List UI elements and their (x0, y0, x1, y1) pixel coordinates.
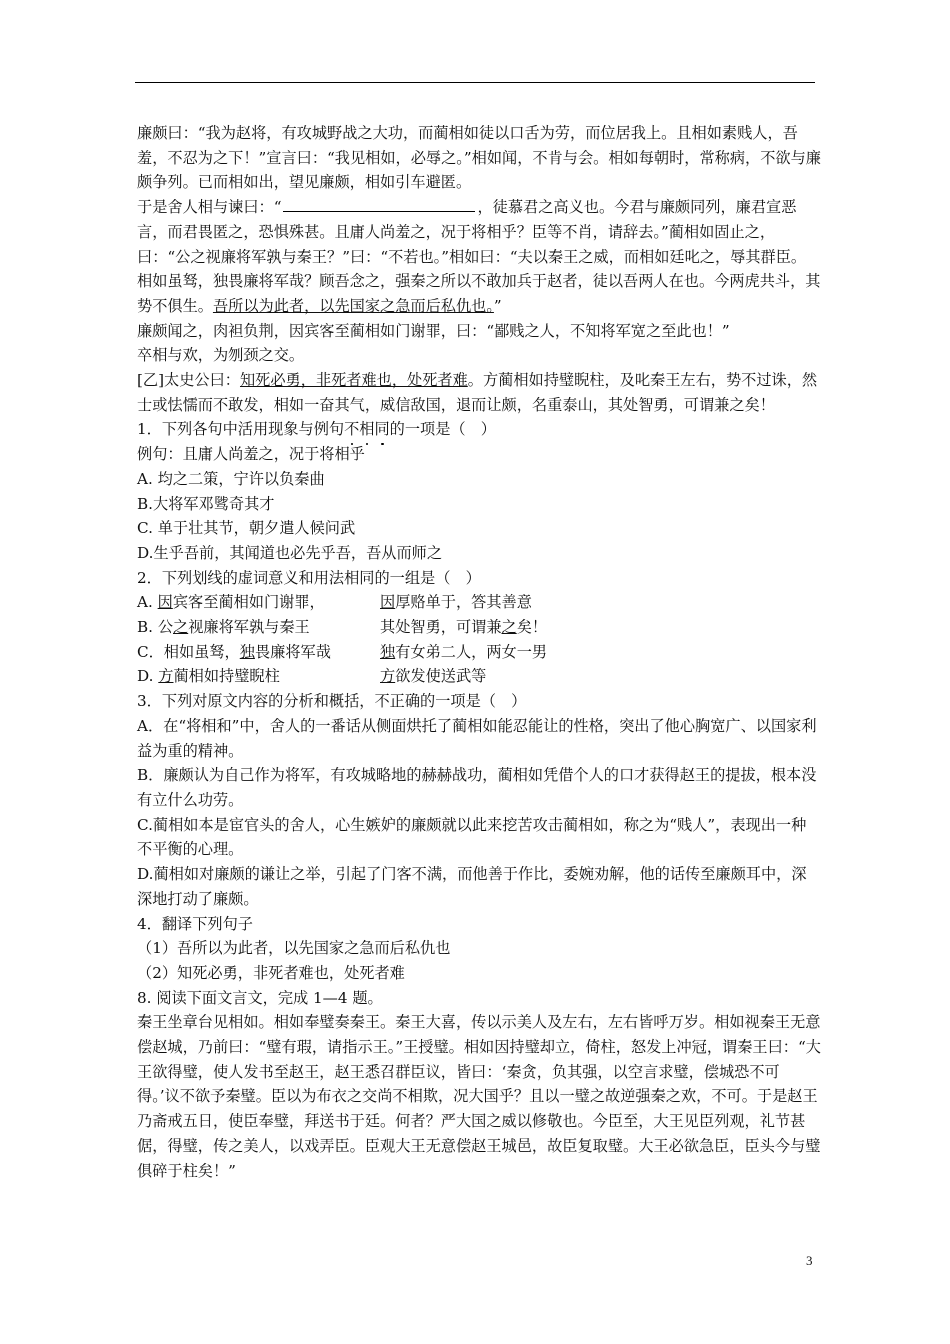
q2-c-word2: 独 (380, 642, 396, 661)
q2-d-right-text: 欲发使送武等 (395, 667, 487, 686)
document-body (137, 121, 821, 1183)
q2-option-c[interactable] (137, 640, 821, 665)
q2-d-left (137, 664, 380, 689)
q1-example: 例句：且庸人尚羞之，况于将相乎 (137, 445, 365, 464)
q2-a-left (137, 590, 380, 615)
q2-d-right (380, 664, 486, 689)
q3-option-b[interactable]: B．廉颇认为自己作为将军，有攻城略地的赫赫战功，蔺相如凭借个人的口才获得赵王的提拔，根本没有立什么功劳。 (137, 766, 817, 809)
passage-paragraph-2 (137, 195, 821, 319)
q2-b-word1: 之 (173, 618, 189, 637)
q4-sentence-1: （1）吾所以为此者，以先国家之急而后私仇也 (137, 939, 451, 958)
q2-a-prefix: A. (137, 593, 158, 612)
q2-c-left (137, 640, 380, 665)
q2-d-word1: 方 (158, 667, 174, 686)
q2-b-right-prefix: 其处智勇，可谓兼 (380, 618, 502, 637)
q2-option-a[interactable] (137, 590, 821, 615)
q4-stem: 4．翻译下列句子 (137, 914, 253, 933)
emphasis-dot-char: 同 (374, 417, 389, 442)
yi-underlined: 知死必勇，非死者难也，处死者难 (239, 371, 468, 390)
q3-option-d[interactable]: D.蔺相如对廉颇的谦让之举，引起了门客不满，而他善于作比，委婉劝解，他的话传至廉颇耳中，深深地打动了廉颇。 (137, 865, 807, 908)
q2-d-left-text: 蔺相如持璧睨柱 (173, 667, 280, 686)
q2-c-word1: 独 (239, 642, 255, 661)
q2-b-prefix: B. 公 (137, 618, 174, 637)
q1-stem-text: 1．下列各句中活用现象与例句 (137, 420, 345, 439)
q8-stem: 8. 阅读下面文言文，完成 1—4 题。 (137, 988, 383, 1007)
q4-sentence-2: （2）知死必勇，非死者难也，处死者难 (137, 963, 405, 982)
q2-a-right (380, 590, 532, 615)
q2-b-word2: 之 (501, 618, 517, 637)
p2-before-blank: 于是舍人相与谏曰：“ (137, 198, 282, 217)
passage-yi (137, 368, 821, 417)
q2-c-prefix: C．相如虽驽， (137, 642, 240, 661)
yi-rest: 。方蔺相如持璧睨柱，及叱秦王左右，势不过诛，然士或怯懦而不敢发，相如一奋其气，威信敌国，退而让颇，名重泰山，其处智勇，可谓兼之矣！ (137, 371, 818, 414)
q3-option-a[interactable]: A．在“将相和”中，舍人的一番话从侧面烘托了蔺相如能忍能让的性格，突出了他心胸宽广、以国家利益为重的精神。 (137, 716, 817, 760)
q1-option-b[interactable]: B.大将军邓骘奇其才 (137, 494, 275, 513)
fill-in-blank[interactable] (283, 197, 475, 212)
q1-stem (137, 417, 821, 442)
p2-end-quote: ” (493, 296, 502, 315)
q2-a-word2: 因 (380, 593, 396, 612)
emphasis-dot-char: 相 (359, 417, 374, 442)
q1-stem-end: 的一项是（ ） (389, 420, 496, 439)
q3-option-c[interactable]: C.蔺相如本是宦官头的舍人，心生嫉妒的廉颇就以此来挖苦攻击蔺相如，称之为“贱人”，表现出一种不平衡的心理。 (137, 815, 807, 859)
q3-stem: 3．下列对原文内容的分析和概括，不正确的一项是（ ） (137, 692, 527, 711)
q2-b-left-text: 视廉将军孰与秦王 (188, 618, 310, 637)
q2-a-left-text: 宾客至蔺相如门谢罪， (172, 593, 325, 612)
q2-d-word2: 方 (380, 667, 396, 686)
q1-option-d[interactable]: D.生乎吾前，其闻道也必先乎吾，吾从而师之 (137, 543, 443, 562)
p2-underlined-sentence: 吾所以为此者，以先国家之急而后私仇也。 (212, 296, 494, 315)
q2-b-right (380, 615, 547, 640)
q2-c-left-text: 畏廉将军哉 (254, 642, 331, 661)
q2-option-b[interactable] (137, 615, 821, 640)
emphasis-dot-char: 不 (344, 417, 359, 442)
passage-paragraph-4: 卒相与欢，为刎颈之交。 (137, 346, 305, 365)
q2-a-word1: 因 (157, 593, 173, 612)
yi-prefix: [乙]太史公曰： (137, 371, 240, 390)
q2-option-d[interactable] (137, 664, 821, 689)
q2-a-right-text: 厚赂单于，答其善意 (395, 593, 532, 612)
passage-paragraph-3: 廉颇闻之，肉袒负荆，因宾客至蔺相如门谢罪，曰：“鄙贱之人，不知将军宽之至此也！” (137, 321, 730, 340)
q8-passage: 秦王坐章台见相如。相如奉璧奏秦王。秦王大喜，传以示美人及左右，左右皆呼万岁。相如视秦王无意偿赵城，乃前曰：“璧有瑕，请指示王。”王授璧。相如因持璧却立，倚柱，怒发上冲冠，谓秦王曰：“大王欲得璧，使人发书至赵王，赵王悉召群臣议，皆曰：‘秦贪，负其强，以空言求璧，偿城恐不可得。’议不欲予秦璧。臣以为布衣之交尚不相欺，况大国乎？且以一璧之故逆强秦之欢，不可。于是赵王乃斋戒五日，使臣奉璧，拜送书于廷。何者？严大国之威以修敬也。今臣至，大王见臣列观，礼节甚倨，得璧，传之美人，以戏弄臣。臣观大王无意偿赵王城邑，故臣复取璧。大王必欲急臣，臣头今与璧俱碎于柱矣！” (137, 1013, 821, 1180)
q2-c-right (380, 640, 547, 665)
q2-b-right-text: 矣！ (516, 618, 548, 637)
q1-option-c[interactable]: C. 单于壮其节，朝夕遣人候问武 (137, 519, 356, 538)
header-rule (135, 82, 815, 83)
q2-stem: 2．下列划线的虚词意义和用法相同的一组是（ ） (137, 568, 481, 587)
q1-option-a[interactable]: A. 均之二策，宁许以负秦曲 (137, 469, 325, 488)
q2-c-right-text: 有女弟二人，两女一男 (395, 642, 548, 661)
passage-paragraph-1: 廉颇曰：“我为赵将，有攻城野战之大功，而蔺相如徒以口舌为劳，而位居我上。且相如素贱人，吾羞，不忍为之下！”宣言曰：“我见相如，必辱之。”相如闻，不肯与会。相如每朝时，常称病，不欲与廉颇争列。已而相如出，望见廉颇，相如引车避匿。 (137, 124, 821, 192)
q2-b-left (137, 615, 380, 640)
p2-after-blank: ，徒慕君之高义也。今君与廉颇同列，廉君宣恶言，而君畏匿之，恐惧殊甚。且庸人尚羞之，况于将相乎？臣等不肖，请辞去。”蔺相如固止之，曰：“公之视廉将军孰与秦王？”曰：“不若也。”相如曰：“夫以秦王之威，而相如廷叱之，辱其群臣。相如虽驽，独畏廉将军哉？顾吾念之，强秦之所以不敢加兵于赵者，徒以吾两人在也。今两虎共斗，其势不俱生。 (137, 198, 821, 315)
page-number: 3 (806, 1253, 813, 1268)
q2-d-prefix: D. (137, 667, 159, 686)
